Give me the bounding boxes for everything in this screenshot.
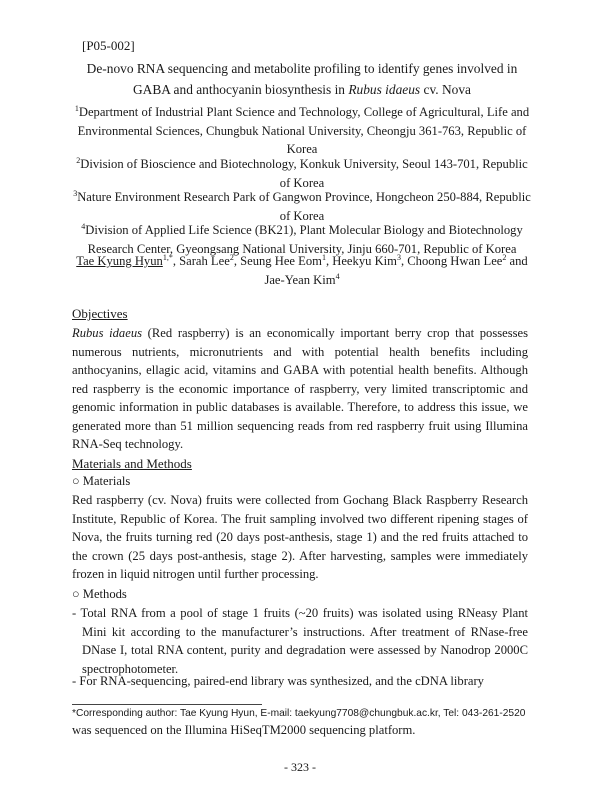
author: Seung Hee Eom [240,254,322,268]
affiliation-3: $^3$Nature Environment Research Park of Gangwon Province, Hongcheon 250-884, Republic of Korea [73,188,531,223]
objectives-text: Rubus idaeus (Red raspberry) is an economically important berry crop that possesses numerous nutrients, micronutrients and with potential health benefits including anthocyanins, ellagic acid, vitamins and GABA with potential health benefits. Although red raspberry is the economic importance of raspberry, very limited transcriptomic and genomic information in public databases is available. Therefore, to address this issue, we generated more than 51 million sequencing reads from red raspberry fruit using Illumina RNA-Seq technology. [72,326,529,451]
affiliation-2: $^2$Division of Bioscience and Biotechnology, Konkuk University, Seoul 143-701, Republic of Korea [76,155,528,190]
page-number: - 323 - [284,760,316,774]
author-list: Tae Kyung Hyun$^{1,*}$, Sarah Lee$^2$, Seung Hee Eom$^1$, Heekyu Kim$^3$, Choong Hwan Lee$^2$ and Jae-Yean Kim$^4$ [76,252,528,287]
abstract-code: [P05-002] [82,38,135,53]
title-species: Rubus idaeus [348,82,421,97]
corresponding-footnote: *Corresponding author: Tae Kyung Hyun, E-mail: taekyung7708@chungbuk.ac.kr, Tel: 043-261-2520 [72,708,526,719]
methods-label: ○ Methods [72,587,127,601]
continuation-text: was sequenced on the Illumina HiSeqTM2000 sequencing platform. [72,723,416,737]
title-part-2: cv. Nova [420,82,471,97]
materials-text: Red raspberry (cv. Nova) fruits were collected from Gochang Black Raspberry Research Institute, Republic of Korea. The fruit sampling involved two different ripening stages of Nova, the fruits turning red (20 days post-anthesis, stage 1) and the red fruits attached to the crown (25 days post-anthesis, stage 2). After harvesting, samples were immediately frozen in liquid nitrogen until further processing. [72,493,528,581]
affiliation-1: $^1$Department of Industrial Plant Science and Technology, College of Agricultural, Life and Environmental Sciences, Chungbuk National University, Cheongju 361-763, Republic of Korea [74,103,530,156]
objectives-species: Rubus idaeus [72,326,143,340]
methods-heading: Materials and Methods [72,456,192,471]
objectives-heading: Objectives [72,306,128,321]
title-part-1: De-novo RNA sequencing and metabolite profiling to identify genes involved in GABA and anthocyanin biosynthesis in [86,61,518,97]
author: Choong Hwan Lee [407,254,503,268]
author: Jae-Yean Kim [264,272,336,287]
materials-label: ○ Materials [72,474,131,488]
author: Sarah Lee [179,254,230,268]
paper-title [72,58,532,100]
footnote-rule [72,704,262,705]
method-step-1: - Total RNA from a pool of stage 1 fruits (~20 fruits) was isolated using RNeasy Plant Mini kit according to the manufacturer’s instructions. After treatment of RNase-free DNase I, total RNA content, purity and degradation were assessed by Nanodrop 2000C spectrophotometer. [72,606,528,676]
author-corresponding: Tae Kyung Hyun [76,254,163,268]
affiliation-4: $^4$Division of Applied Life Science (BK21), Plant Molecular Biology and Biotechnology Research Center, Gyeongsang National University, Jinju 660-701, Republic of Korea [81,221,523,256]
method-step-2: - For RNA-sequencing, paired-end library was synthesized, and the cDNA library [72,674,484,688]
author: Heekyu Kim [332,254,397,268]
